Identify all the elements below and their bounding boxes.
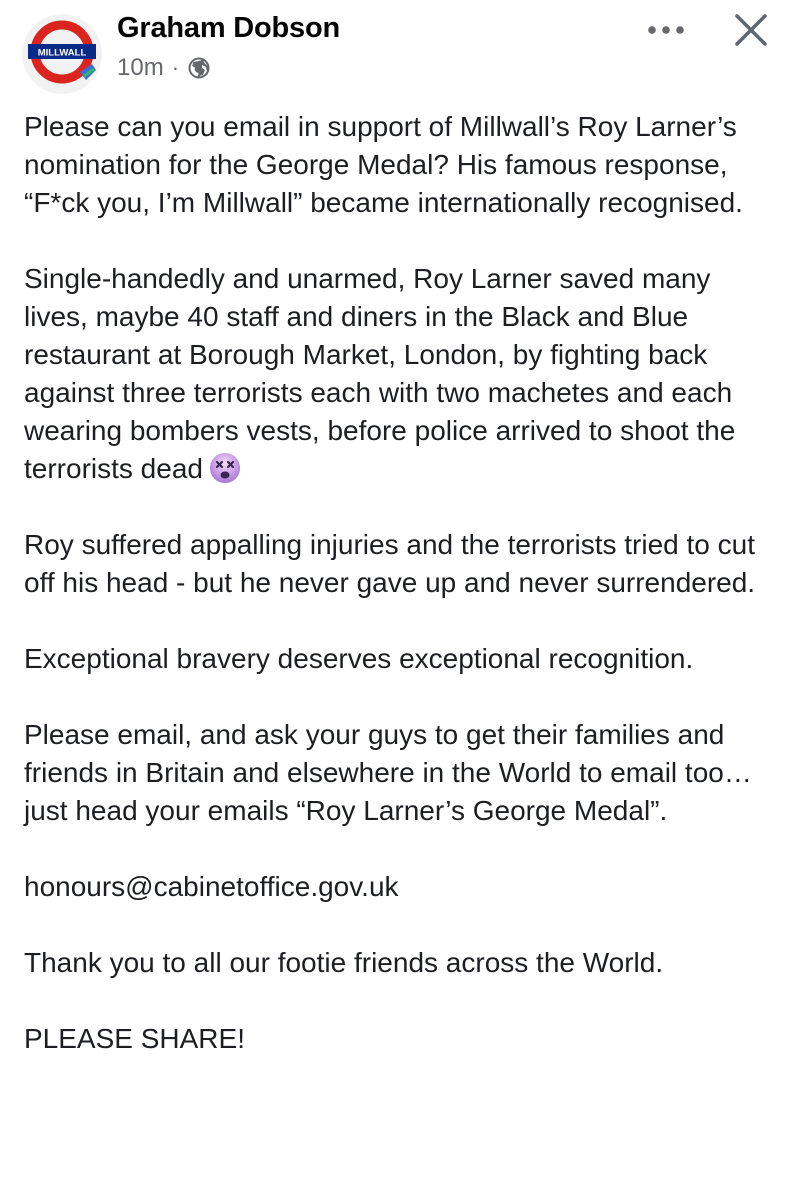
post-paragraph-text: Single-handedly and unarmed, Roy Larner saved many lives, maybe 40 staff and diners in the Black and Blue restaurant at Borough Market, London, by fighting back against three terrorists each with two machetes and each wearing bombers vests, before police arrived to shoot the terrorists dead: [24, 263, 736, 484]
meta-separator: ·: [171, 55, 180, 80]
author-name[interactable]: Graham Dobson: [117, 12, 340, 44]
dizzy-face-emoji: [209, 452, 241, 484]
avatar-label: MILLWALL: [37, 47, 87, 59]
post-paragraph: [24, 260, 774, 488]
post-paragraph: Please can you email in support of Millwall’s Roy Larner’s nomination for the George Medal? His famous response, “F*ck you, I’m Millwall” became internationally recognised.: [24, 111, 743, 218]
post-text: [24, 108, 774, 1096]
more-options-button[interactable]: [640, 12, 692, 48]
more-options-icon: [646, 25, 686, 35]
close-icon: [734, 13, 768, 47]
post-paragraph: Thank you to all our footie friends across the World.: [24, 947, 664, 978]
millwall-roundel-logo: [22, 14, 102, 94]
close-button[interactable]: [728, 10, 774, 50]
email-address-text[interactable]: honours@cabinetoffice.gov.uk: [24, 871, 399, 902]
post-header: [0, 0, 788, 100]
post-meta: [117, 54, 210, 82]
post-paragraph: PLEASE SHARE!: [24, 1023, 245, 1054]
post-timestamp[interactable]: 10m: [117, 54, 164, 81]
post-paragraph: Exceptional bravery deserves exceptional recognition.: [24, 643, 694, 674]
post-paragraph: Roy suffered appalling injuries and the terrorists tried to cut off his head - but he never gave up and never surrendered.: [24, 529, 756, 598]
globe-icon[interactable]: [188, 57, 210, 79]
post-paragraph: Please email, and ask your guys to get their families and friends in Britain and elsewhere in the World to email too… just head your emails “Roy Larner’s George Medal”.: [24, 719, 752, 826]
avatar[interactable]: [22, 14, 102, 94]
